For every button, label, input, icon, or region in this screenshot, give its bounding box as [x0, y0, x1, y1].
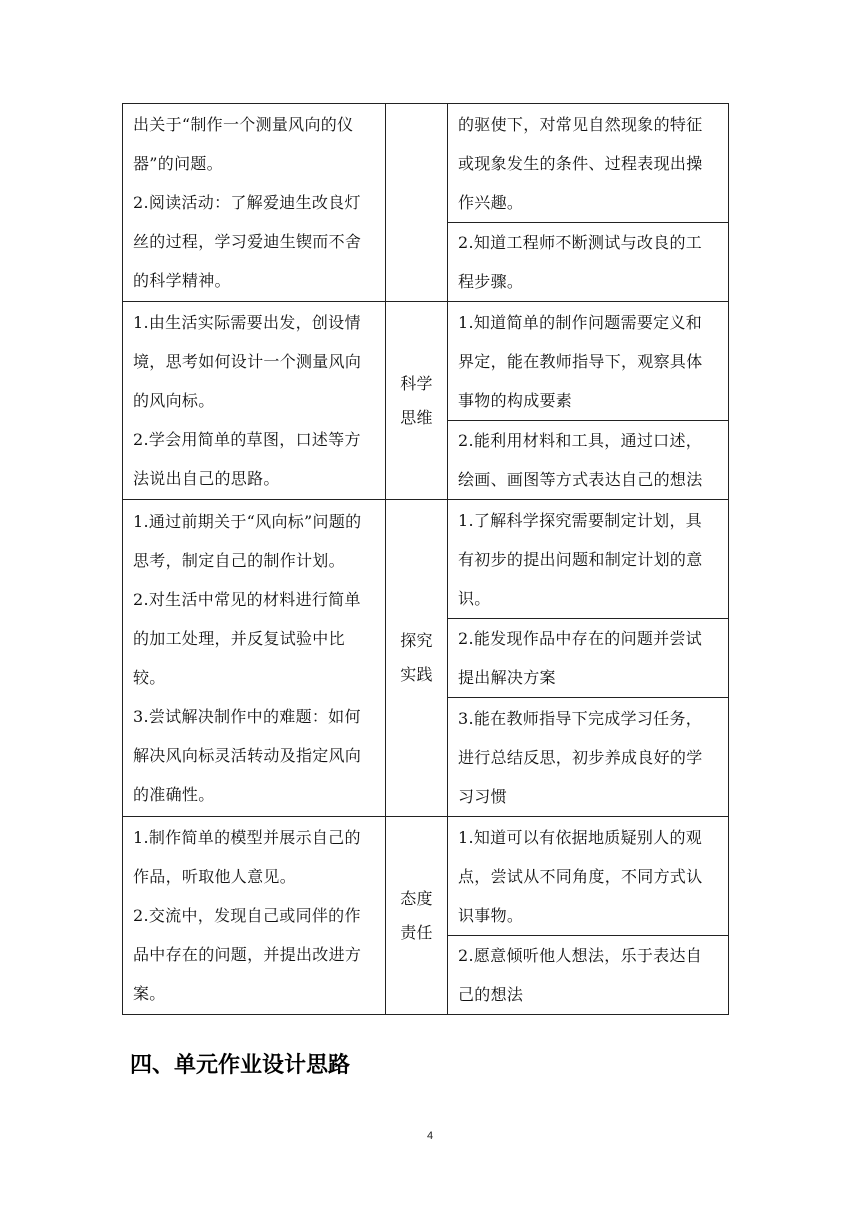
- goal-cell: [448, 817, 729, 936]
- category-cell: [386, 817, 448, 1015]
- category-cell: [386, 302, 448, 500]
- table-row: [123, 302, 729, 421]
- learning-goals-table: [122, 103, 729, 1015]
- category-label: 态度: [400, 888, 433, 908]
- activity-cell: [123, 817, 386, 1015]
- activity-cell: [123, 104, 386, 302]
- category-cell: [386, 500, 448, 817]
- goal-text: 1.了解科学探究需要制定计划，具有初步的提出问题和制定计划的意识。: [458, 510, 703, 608]
- activity-text: 2.学会用简单的草图，口述等方法说出自己的思路。: [133, 430, 361, 488]
- activity-cell: [123, 302, 386, 500]
- page-number: 4: [426, 1130, 434, 1142]
- activity-text: 1.由生活实际需要出发，创设情境，思考如何设计一个测量风向的风向标。: [133, 313, 362, 410]
- goal-text: 2.能发现作品中存在的问题并尝试提出解决方案: [458, 629, 703, 687]
- category-label: 科学: [400, 373, 433, 393]
- goal-cell: [448, 223, 729, 302]
- goal-cell: [448, 500, 729, 619]
- goal-text: 2.能利用材料和工具，通过口述，绘画、画图等方式表达自己的想法: [458, 431, 703, 489]
- goal-text: 2.知道工程师不断测试与改良的工程步骤。: [458, 233, 703, 291]
- table-row: [123, 104, 729, 223]
- goal-cell: [448, 104, 729, 223]
- goal-text: 的驱使下，对常见自然现象的特征或现象发生的条件、过程表现出操作兴趣。: [458, 114, 703, 212]
- goal-cell: [448, 302, 729, 421]
- activity-text: 2.交流中，发现自己或同伴的作品中存在的问题，并提出改进方案。: [133, 906, 362, 1003]
- goal-cell: [448, 698, 729, 817]
- goal-text: 1.知道可以有依据地质疑别人的观点，尝试从不同角度，不同方式认识事物。: [458, 827, 703, 925]
- category-label: 探究: [400, 631, 433, 650]
- category-label: 实践: [400, 665, 433, 684]
- activity-text: 1.通过前期关于“风向标”问题的思考，制定自己的制作计划。: [133, 512, 362, 570]
- category-label: 思维: [400, 407, 433, 427]
- activity-cell: [123, 500, 386, 817]
- activity-text: 2.阅读活动：了解爱迪生改良灯丝的过程，学习爱迪生锲而不舍的科学精神。: [133, 193, 362, 290]
- table-row: [123, 500, 729, 619]
- activity-text: 3.尝试解决制作中的难题：如何解决风向标灵活转动及指定风向的准确性。: [133, 707, 362, 804]
- category-cell: [386, 104, 448, 302]
- category-label: 责任: [400, 922, 433, 942]
- goal-cell: [448, 421, 729, 500]
- table-row: [123, 817, 729, 936]
- activity-text: 出关于“制作一个测量风向的仪器”的问题。: [133, 115, 354, 173]
- goal-cell: [448, 619, 729, 698]
- section-heading: 四、单元作业设计思路: [130, 1053, 351, 1078]
- goal-text: 2.愿意倾听他人想法，乐于表达自己的想法: [458, 946, 703, 1004]
- activity-text: 1.制作简单的模型并展示自己的作品，听取他人意见。: [133, 828, 361, 886]
- activity-text: 2.对生活中常见的材料进行简单的加工处理，并反复试验中比较。: [133, 590, 361, 687]
- goal-cell: [448, 936, 729, 1015]
- goal-text: 1.知道简单的制作问题需要定义和界定，能在教师指导下，观察具体事物的构成要素: [458, 312, 703, 410]
- goal-text: 3.能在教师指导下完成学习任务，进行总结反思，初步养成良好的学习习惯: [458, 708, 703, 806]
